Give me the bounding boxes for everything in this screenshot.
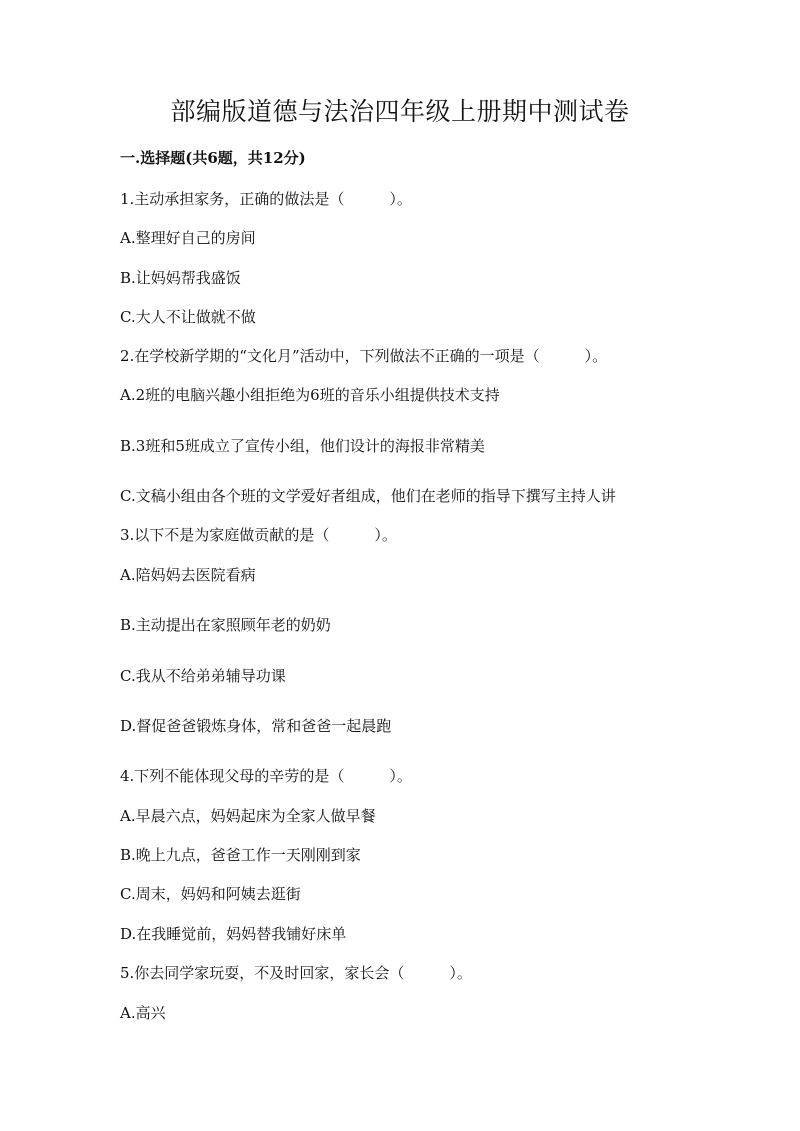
- question-3-option-c: C.我从不给弟弟辅导功课: [120, 667, 286, 685]
- question-3-stem: 3.以下不是为家庭做贡献的是（ ）。: [120, 526, 397, 544]
- question-4-option-b: B.晚上九点，爸爸工作一天刚刚到家: [120, 846, 361, 864]
- question-2-option-b: B.3班和5班成立了宣传小组，他们设计的海报非常精美: [120, 437, 485, 455]
- question-5-option-a: A.高兴: [120, 1004, 166, 1022]
- question-4-stem: 4.下列不能体现父母的辛劳的是（ ）。: [120, 767, 412, 785]
- question-1-option-b: B.让妈妈帮我盛饭: [120, 269, 241, 287]
- question-2-stem: 2.在学校新学期的“文化月”活动中，下列做法不正确的一项是（ ）。: [120, 347, 608, 365]
- question-3-option-d: D.督促爸爸锻炼身体，常和爸爸一起晨跑: [120, 717, 392, 735]
- question-3-option-b: B.主动提出在家照顾年老的奶奶: [120, 616, 331, 634]
- question-1-stem: 1.主动承担家务，正确的做法是（ ）。: [120, 190, 412, 208]
- question-4-option-c: C.周末，妈妈和阿姨去逛街: [120, 885, 301, 903]
- exam-title: 部编版道德与法治四年级上册期中测试卷: [170, 97, 630, 126]
- question-4-option-a: A.早晨六点，妈妈起床为全家人做早餐: [120, 807, 376, 825]
- question-2-option-a: A.2班的电脑兴趣小组拒绝为6班的音乐小组提供技术支持: [120, 386, 500, 404]
- question-5-stem: 5.你去同学家玩耍，不及时回家，家长会（ ）。: [120, 964, 472, 982]
- question-1-option-c: C.大人不让做就不做: [120, 308, 256, 326]
- question-4-option-d: D.在我睡觉前，妈妈替我铺好床单: [120, 925, 347, 943]
- section-heading: 一.选择题(共6题，共12分): [120, 149, 306, 167]
- question-3-option-a: A.陪妈妈去医院看病: [120, 566, 256, 584]
- question-1-option-a: A.整理好自己的房间: [120, 229, 256, 247]
- question-2-option-c: C.文稿小组由各个班的文学爱好者组成，他们在老师的指导下撰写主持人讲: [120, 487, 616, 505]
